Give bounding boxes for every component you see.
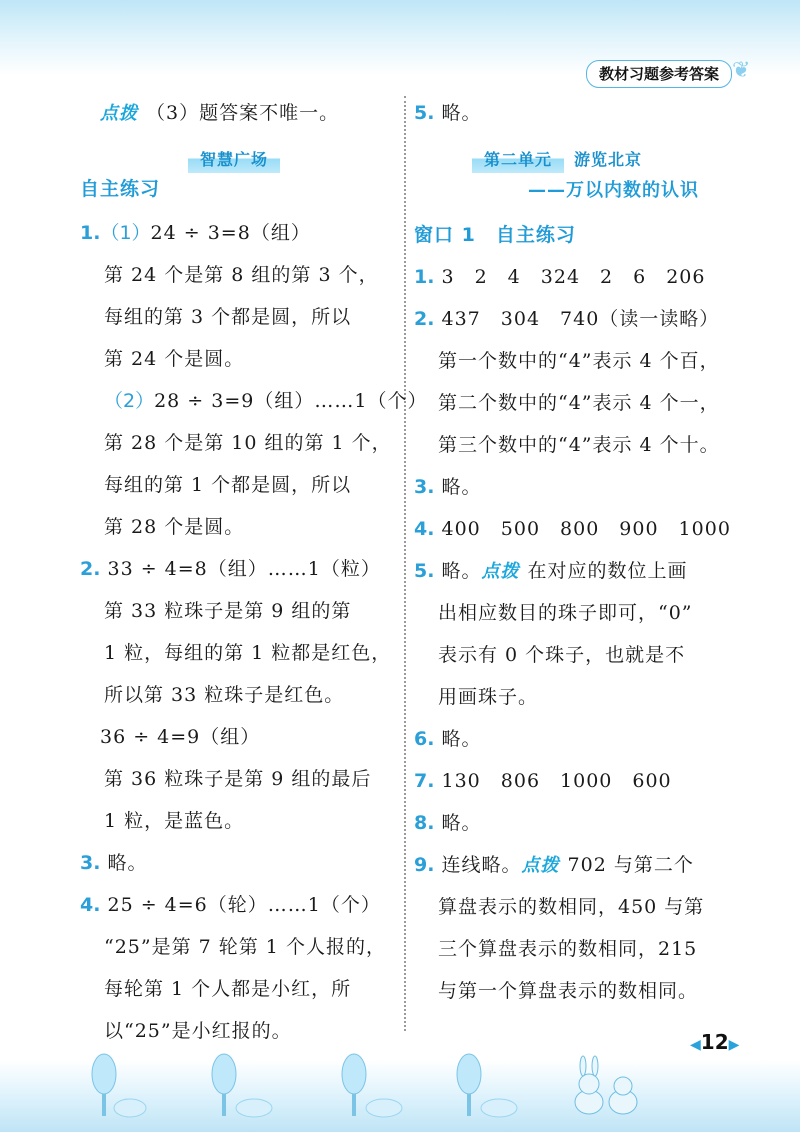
a6-text: 略。 — [441, 728, 482, 750]
page-number — [690, 1030, 739, 1054]
a5-number: 5. — [414, 560, 435, 582]
a9-tip-label: 点拨 — [521, 855, 560, 876]
rabbit-icon — [565, 1050, 645, 1120]
section-title: 自主练习 — [80, 178, 161, 200]
a8-line — [414, 810, 482, 836]
r-q5-text: 略。 — [441, 102, 482, 124]
a7-number: 7. — [414, 770, 435, 792]
q3-number: 3. — [80, 852, 101, 874]
q2-line-4: 所以第 33 粒珠子是红色。 — [104, 684, 345, 706]
unit-subtitle: ——万以内数的认识 — [528, 180, 699, 201]
q4-text-1: 25 ÷ 4=6（轮）……1（个） — [107, 894, 381, 916]
tip-label: 点拨 — [100, 103, 138, 124]
a3-number: 3. — [414, 476, 435, 498]
q2-line-7: 1 粒，是蓝色。 — [104, 810, 245, 832]
a2-line-2: 第一个数中的“4”表示 4 个百， — [438, 350, 720, 372]
prev-arrow-icon: ◀ — [690, 1037, 701, 1053]
a9-line-1 — [414, 852, 694, 879]
q1-line-3: 每组的第 3 个都是圆，所以 — [104, 306, 352, 328]
page-number-text: 12 — [700, 1030, 729, 1054]
a9-number: 9. — [414, 854, 435, 876]
a6-line — [414, 726, 482, 752]
a8-text: 略。 — [441, 812, 482, 834]
window-title: 窗口 1 自主练习 — [414, 224, 576, 246]
tree-icon — [340, 1050, 410, 1120]
a9-pre: 连线略。 — [441, 854, 522, 876]
section-pill-row — [188, 146, 280, 173]
a7-text: 130 806 1000 600 — [441, 770, 672, 792]
tree-icon — [90, 1050, 150, 1120]
q4-line-1 — [80, 892, 381, 918]
q2-line-3: 1 粒，每组的第 1 粒都是红色， — [104, 642, 392, 664]
a9-text-1: 702 与第二个 — [567, 854, 694, 876]
unit-header — [472, 146, 642, 173]
q2-line-5: 36 ÷ 4=9（组） — [100, 726, 261, 748]
a5-line-3: 表示有 0 个珠子，也就是不 — [438, 644, 686, 666]
a2-text-1: 437 304 740（读一读略） — [441, 308, 720, 330]
tip-line — [100, 100, 339, 127]
r-q5-number: 5. — [414, 102, 435, 124]
q1-number: 1. — [80, 222, 101, 244]
a5-line-1 — [414, 558, 688, 585]
a4-text: 400 500 800 900 1000 — [441, 518, 731, 540]
q1-line-4: 第 24 个是圆。 — [104, 348, 245, 370]
a1-text: 3 2 4 324 2 6 206 — [441, 266, 706, 288]
a1-number: 1. — [414, 266, 435, 288]
a7-line — [414, 768, 672, 794]
q1-line-7: 每组的第 1 个都是圆，所以 — [104, 474, 352, 496]
q1-line-6: 第 28 个是第 10 组的第 1 个， — [104, 432, 392, 454]
q4-line-3: 每轮第 1 个人都是小红，所 — [104, 978, 352, 1000]
q4-number: 4. — [80, 894, 101, 916]
q1-sub1: （1） — [100, 222, 151, 244]
tree-icon — [210, 1050, 280, 1120]
q2-line-6: 第 36 粒珠子是第 9 组的最后 — [104, 768, 372, 790]
tip-text: （3）题答案不唯一。 — [146, 102, 340, 124]
a9-line-4: 与第一个算盘表示的数相同。 — [438, 980, 699, 1002]
column-divider — [404, 96, 406, 1031]
a5-text-1: 在对应的数位上画 — [527, 560, 688, 582]
section-pill: 智慧广场 — [188, 147, 280, 173]
q4-line-4: 以“25”是小红报的。 — [104, 1020, 292, 1042]
leaf-decoration-icon: ❦ — [732, 58, 751, 83]
tree-icon — [455, 1050, 525, 1120]
a2-line-1 — [414, 306, 719, 332]
a5-line-2: 出相应数目的珠子即可，“0” — [438, 602, 693, 624]
a2-line-3: 第二个数中的“4”表示 4 个一， — [438, 392, 720, 414]
a9-line-3: 三个算盘表示的数相同，215 — [438, 938, 698, 960]
a2-number: 2. — [414, 308, 435, 330]
q3-text: 略。 — [107, 852, 148, 874]
q4-line-2: “25”是第 7 轮第 1 个人报的， — [104, 936, 386, 958]
q2-line-1 — [80, 556, 381, 582]
a5-line-4: 用画珠子。 — [438, 686, 539, 708]
a8-number: 8. — [414, 812, 435, 834]
q3-line — [80, 850, 148, 876]
q2-line-2: 第 33 粒珠子是第 9 组的第 — [104, 600, 352, 622]
a2-line-4: 第三个数中的“4”表示 4 个十。 — [438, 434, 720, 456]
unit-pill: 第二单元 — [472, 147, 564, 173]
a5-tip-label: 点拨 — [481, 561, 520, 582]
header-title: 教材习题参考答案 — [586, 60, 732, 88]
q1-line-5 — [104, 388, 427, 414]
a9-line-2: 算盘表示的数相同，450 与第 — [438, 896, 705, 918]
q2-text-1: 33 ÷ 4=8（组）……1（粒） — [107, 558, 381, 580]
r-q5-line — [414, 100, 482, 126]
q1-sub2: （2） — [104, 390, 155, 412]
a5-pre: 略。 — [441, 560, 482, 582]
a1-line — [414, 264, 705, 290]
a4-line — [414, 516, 731, 542]
next-arrow-icon: ▶ — [728, 1037, 740, 1053]
a6-number: 6. — [414, 728, 435, 750]
a4-number: 4. — [414, 518, 435, 540]
a3-line — [414, 474, 482, 500]
q1-line-2: 第 24 个是第 8 组的第 3 个， — [104, 264, 379, 286]
a3-text: 略。 — [441, 476, 482, 498]
unit-title: 游览北京 — [574, 150, 643, 169]
q1-line-8: 第 28 个是圆。 — [104, 516, 245, 538]
q2-number: 2. — [80, 558, 101, 580]
q1-text-5: 28 ÷ 3=9（组）……1（个） — [154, 390, 428, 412]
q1-text-1: 24 ÷ 3=8（组） — [150, 222, 311, 244]
q1-line-1 — [80, 220, 311, 246]
